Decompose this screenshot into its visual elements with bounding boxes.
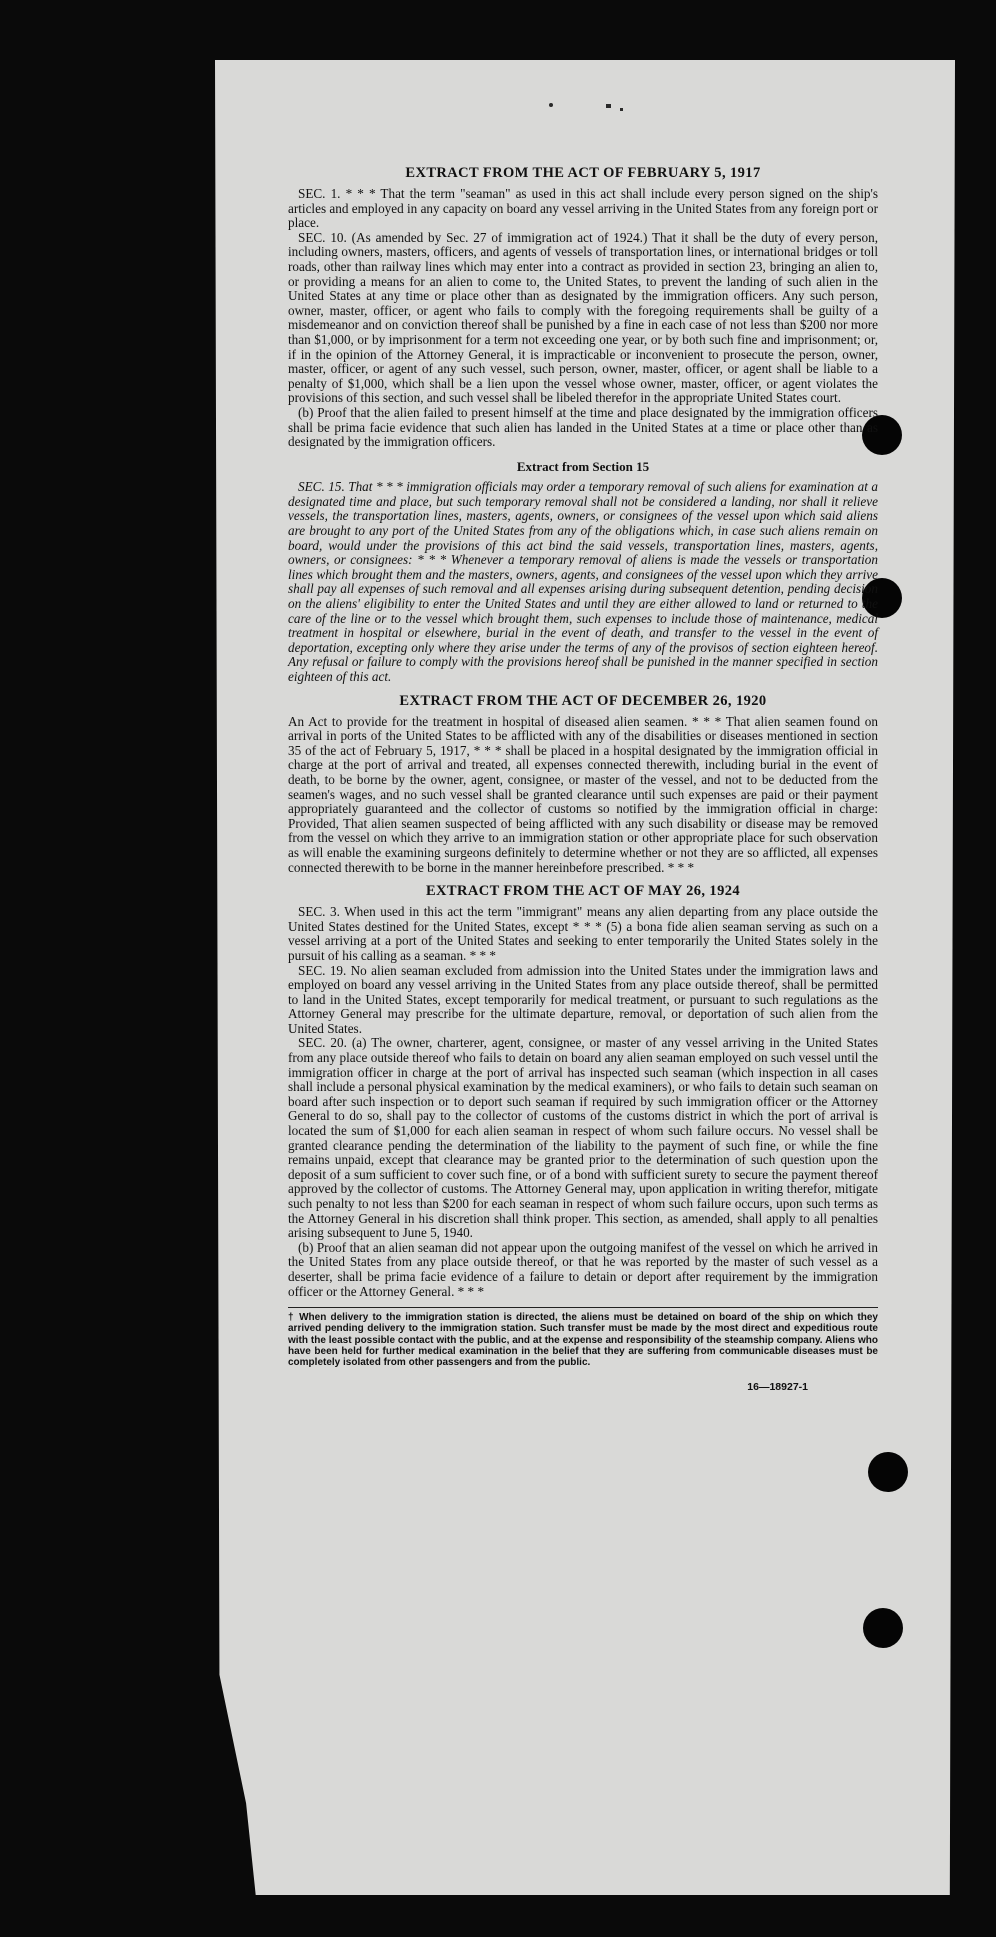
footnote: † When delivery to the immigration station is directed, the aliens must be detained on board of the ship on which they arrived pending delivery to the immigration station. Such transfer must be made by the most direct and expeditious route with the least possible contact with the public, and at the expense and responsibility of the steamship company. Aliens who have been held for further medical examination in the belief that they are suffering from communicable diseases must be completely isolated from other passengers and from the public. [288,1312,878,1368]
form-number: 16—18927-1 [747,1381,808,1394]
section-may-1924 [288,883,878,1299]
paragraph: SEC. 19. No alien seaman excluded from admission into the United States under the immigration laws and employed on board any vessel arriving in the United States from any place outside thereof, shall be permitted to land in the United States, except temporarily for medical treatment, or pursuant to such regulations as the Attorney General may prescribe for the ultimate departure, removal, or deportation of such alien from the United States. [288,962,878,1036]
section-heading: EXTRACT FROM THE ACT OF FEBRUARY 5, 1917 [405,165,761,181]
section-extract-15 [288,460,878,685]
paragraph: (b) Proof that an alien seaman did not appear upon the outgoing manifest of the vessel on which he arrived in the United States from any place outside thereof, or that he was reported by the master of such vessel as a deserter, shall be prima facie evidence of a failure to detain or deport after requirement by the immigration officer or the Attorney General. * * * [288,1239,878,1299]
section-heading: EXTRACT FROM THE ACT OF MAY 26, 1924 [425,883,741,900]
paragraph: SEC. 20. (a) The owner, charterer, agent, consignee, or master of any vessel arriving in the United States from any place outside thereof who fails to detain on board any alien seaman employed on such vessel until the immigration officer in charge at the port of arrival has inspected such seaman (which inspection in all cases shall include a personal physical examination by the medical examiners), or who fails to detain such seaman on board after such inspection or to deport such seaman if required by such immigration officer or the Attorney General to do so, shall pay to the collector of customs of the customs district in which the port of arrival is located the sum of $1,000 for each alien seaman in respect of whom such failure occurs. No vessel shall be granted clearance pending the determination of the liability to the payment of such fine, or while the fine remains unpaid, except that clearance may be granted prior to the determination of such question upon the deposit of a sum sufficient to cover such fine, or of a bond with sufficient surety to secure the payment thereof approved by the collector of customs. The Attorney General may, upon application in writing therefor, mitigate such penalty to not less than $200 for each seaman in respect of whom such failure occurs, upon such terms as the Attorney General in his discretion shall think proper. This section, as amended, shall apply to all penalties arising subsequent to June 5, 1940. [288,1035,878,1241]
section-heading: EXTRACT FROM THE ACT OF DECEMBER 26, 1920 [399,692,767,709]
document-text [288,165,878,1395]
section-subheading: Extract from Section 15 [516,458,650,474]
paragraph: (b) Proof that the alien failed to present himself at the time and place designated by the immigration officers shall be prima facie evidence that such alien has landed in the United States at a time or place other than as designated by the immigration officers. [288,404,878,450]
section-feb-1917 [288,165,878,450]
paragraph: SEC. 3. When used in this act the term "immigrant" means any alien departing from any place outside the United States destined for the United States, except * * * (5) a bona fide alien seaman serving as such on a vessel arriving at a port of the United States and seeking to enter temporarily the United States solely in the pursuit of his calling as a seaman. * * * [288,904,878,963]
stray-mark-2 [606,104,611,108]
stray-mark-3 [620,108,623,111]
footnote-divider [288,1307,878,1308]
section-dec-1920 [288,693,878,876]
stray-mark-1 [549,103,553,107]
paragraph: SEC. 1. * * * That the term "seaman" as used in this act shall include every person signed on the ship's articles and employed in any capacity on board any vessel arriving in the United States from any foreign port or place. [288,186,878,231]
paragraph: An Act to provide for the treatment in hospital of diseased alien seamen. * * * That alien seamen found on arrival in ports of the United States to be afflicted with any of the disabilities or diseases mentioned in section 35 of the act of February 5, 1917, * * * shall be placed in a hospital designated by the immigration official in charge at the port of arrival and treated, all expenses connected therewith, including burial in the event of death, to be borne by the owner, agent, consignee, or master of the vessel, and not to be deducted from the seamen's wages, and no such vessel shall be granted clearance until such expenses are paid or their payment appropriately guaranteed and the collector of customs so notified by the immigration official in charge: Provided, That alien seamen suspected of being afflicted with any such disability or disease may be removed from the vessel on which they arrive to an immigration station or other appropriate place for such observation as will enable the examining surgeons definitely to determine whether or not they are so afflicted, all expenses connected therewith to be borne in the manner hereinbefore prescribed. * * * [288,713,878,875]
punch-hole-3 [868,1452,908,1492]
paragraph: SEC. 10. (As amended by Sec. 27 of immigration act of 1924.) That it shall be the duty of every person, including owners, masters, officers, and agents of vessels of transportation lines, or international bridges or toll roads, other than railway lines which may enter into a contract as provided in section 23, bringing an alien to, or providing a means for an alien to come to, the United States, to prevent the landing of such alien in the United States at any time or place other than as designated by the immigration officers. Any such person, owner, master, officer, or agent who fails to comply with the foregoing requirements shall be guilty of a misdemeanor and on conviction thereof shall be punished by a fine in each case of not less than $200 nor more than $1,000, or by imprisonment for a term not exceeding one year, or by both such fine and imprisonment; or, if in the opinion of the Attorney General, it is impracticable or inconvenient to prosecute the person, owner, master, officer, or agent of any such vessel, such person, owner, master, officer, or agent shall be liable to a penalty of $1,000, which shall be a lien upon the vessel whose owner, master, officer, or agent violates the provisions of this section, and such vessel shall be libeled therefor in the appropriate United States court. [288,229,878,406]
punch-hole-4 [863,1608,903,1648]
paragraph: SEC. 15. That * * * immigration officials may order a temporary removal of such aliens for examination at a designated time and place, but such temporary removal shall not be considered a landing, nor shall it relieve vessels, the transportation lines, masters, agents, owners, or consignees of the vessel upon which said aliens are brought to any port of the United States from any of the obligations which, in case such aliens remain on board, would under the provisions of this act bind the said vessels, transportation lines, masters, agents, owners, or consignees: * * * Whenever a temporary removal of aliens is made the vessels or transportation lines which brought them and the masters, owners, agents, and consignees of the vessel upon which they arrive shall pay all expenses of such removal and all expenses arising during subsequent detention, pending decision on the aliens' eligibility to enter the United States and until they are either allowed to land or returned to the care of the line or to the vessel which brought them, such expenses to include those of maintenance, medical treatment in hospital or elsewhere, burial in the event of death, and transfer to the vessel in the event of deportation, excepting only where they arise under the terms of any of the provisos of section eighteen hereof. Any refusal or failure to comply with the provisions hereof shall be punished in the manner specified in section eighteen of this act. [288,479,878,684]
